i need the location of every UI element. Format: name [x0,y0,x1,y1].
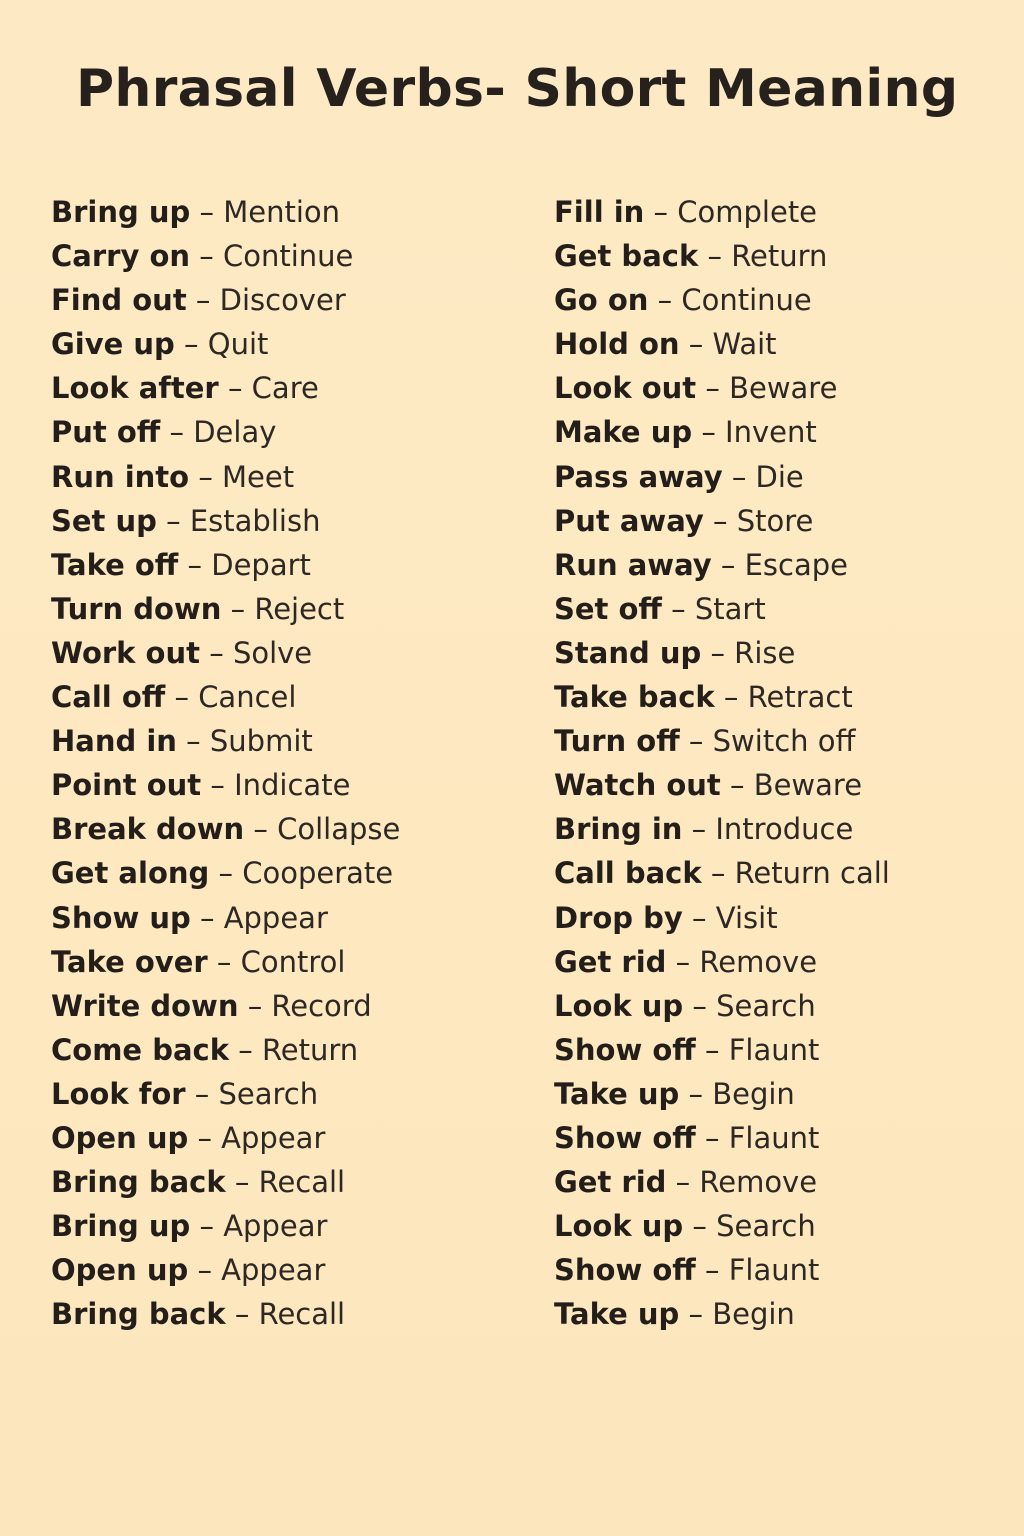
phrasal-verb-entry [554,1028,890,1072]
dash-separator: – [704,1032,720,1067]
phrasal-verb: Set off [554,591,662,626]
verb-meaning: Mention [223,195,340,229]
dash-separator: – [199,900,215,935]
verb-meaning: Rise [734,635,796,670]
phrasal-verb: Bring in [554,812,683,847]
dash-separator: – [216,944,232,979]
phrasal-verb: Work out [51,635,200,670]
phrasal-verb: Open up [51,1120,189,1155]
phrasal-verb-column-right [554,190,890,1336]
phrasal-verb: Make up [554,415,693,450]
phrasal-verb: Show off [554,1253,696,1288]
phrasal-verb: Look up [554,988,684,1023]
phrasal-verb: Show off [554,1032,696,1067]
verb-meaning: Cooperate [242,856,394,891]
verb-meaning: Introduce [715,812,854,847]
verb-meaning: Reject [254,591,345,626]
dash-separator: – [701,415,716,450]
dash-separator: – [187,547,203,582]
verb-meaning: Appear [221,1253,326,1288]
dash-separator: – [710,856,726,891]
phrasal-verb-entry [554,410,890,454]
phrasal-verb-entry [554,1072,890,1116]
verb-meaning: Continue [222,239,354,274]
verb-meaning: Start [694,591,766,626]
phrasal-verb-entry [554,940,890,984]
dash-separator: – [692,988,707,1023]
verb-meaning: Recall [258,1165,346,1200]
phrasal-verb-entry [554,499,890,543]
phrasal-verb: Fill in [554,195,645,229]
phrasal-verb-entry [554,896,890,940]
phrasal-verb-entry [51,543,400,587]
dash-separator: – [691,812,707,847]
phrasal-verb-entry [554,631,890,675]
phrasal-verb-entry [51,807,400,851]
phrasal-verb-entry [51,455,400,499]
verb-meaning: Switch off [712,724,856,759]
phrasal-verb-entry [554,851,890,895]
phrasal-verb: Look for [51,1076,186,1111]
phrasal-verb-entry [554,587,890,631]
phrasal-verb-entry [554,1292,890,1336]
phrasal-verb: Show up [51,900,191,935]
dash-separator: – [671,591,686,626]
verb-meaning: Discover [219,283,346,318]
verb-meaning: Collapse [277,812,401,847]
verb-meaning: Begin [712,1297,795,1332]
phrasal-verb-entry [554,234,890,278]
phrasal-verb: Look out [554,371,697,406]
phrasal-verb-entry [51,366,400,410]
phrasal-verb: Get rid [554,1165,667,1200]
phrasal-verb-entry [554,322,890,366]
phrasal-verb: Pass away [554,459,723,494]
verb-meaning: Control [240,944,346,979]
phrasal-verb-entry [51,587,400,631]
verb-meaning: Recall [258,1297,346,1332]
dash-separator: – [688,1076,704,1111]
dash-separator: – [720,547,736,582]
dash-separator: – [710,635,725,670]
phrasal-verb-entry [51,940,400,984]
dash-separator: – [707,239,722,274]
verb-meaning: Invent [725,415,817,450]
verb-meaning: Escape [744,547,849,582]
dash-separator: – [194,1076,210,1111]
phrasal-verb: Hand in [51,724,177,759]
phrasal-verb: Point out [51,768,202,803]
phrasal-verb-entry [51,1116,400,1160]
phrasal-verb: Open up [51,1253,189,1288]
verb-meaning: Return [261,1032,359,1067]
phrasal-verb-entry [51,984,400,1028]
dash-separator: – [704,1120,720,1155]
dash-separator: – [197,1120,212,1155]
phrasal-verb-entry [51,410,400,454]
dash-separator: – [713,503,728,538]
phrasal-verb: Look up [554,1209,684,1244]
phrasal-verb-entry [554,543,890,587]
dash-separator: – [199,1209,214,1244]
phrasal-verb: Take over [51,944,208,979]
phrasal-verb-entry [554,1248,890,1292]
dash-separator: – [197,1253,212,1288]
verb-meaning: Solve [232,635,313,670]
phrasal-verb-entry [51,190,400,234]
phrasal-verb-entry [51,1204,400,1248]
dash-separator: – [729,768,745,803]
dash-separator: – [218,856,233,891]
phrasal-verb-entry [554,1204,890,1248]
phrasal-verb-entry [51,896,400,940]
dash-separator: – [253,812,268,847]
phrasal-verb: Show off [554,1120,696,1155]
phrasal-verb: Go on [554,283,649,318]
verb-meaning: Store [736,503,814,538]
phrasal-verb: Run into [51,459,190,494]
phrasal-verb-entry [554,278,890,322]
phrasal-verb-entry [554,807,890,851]
phrasal-verb-entry [554,675,890,719]
phrasal-verb: Come back [51,1032,229,1067]
phrasal-verb-entry [51,234,400,278]
dash-separator: – [234,1297,250,1332]
verb-meaning: Beware [729,371,838,406]
verb-meaning: Care [251,371,319,406]
phrasal-verb: Run away [554,547,712,582]
dash-separator: – [174,680,189,715]
phrasal-verb: Stand up [554,635,702,670]
dash-separator: – [705,371,720,406]
phrasal-verb-entry [51,631,400,675]
dash-separator: – [704,1253,720,1288]
dash-separator: – [234,1165,250,1200]
phrasal-verb: Put away [554,503,704,538]
verb-meaning: Search [218,1076,319,1111]
verb-meaning: Cancel [198,680,297,715]
phrasal-verb-entry [51,322,400,366]
phrasal-verb-entry [51,719,400,763]
dash-separator: – [688,327,704,362]
verb-meaning: Return [731,239,828,274]
phrasal-verb: Take off [51,547,179,582]
dash-separator: – [723,680,739,715]
phrasal-verb-entry [554,1160,890,1204]
phrasal-verb-entry [51,1160,400,1204]
phrasal-verb: Get along [51,856,210,891]
verb-meaning: Continue [681,283,812,318]
phrasal-verb-entry [51,1028,400,1072]
phrasal-verb: Call back [554,856,702,891]
phrasal-verb: Bring up [51,195,191,229]
verb-meaning: Appear [223,900,328,935]
verb-meaning: Remove [699,944,818,979]
dash-separator: – [731,459,747,494]
verb-meaning: Appear [221,1120,326,1155]
dash-separator: – [688,1297,704,1332]
verb-meaning: Complete [677,195,818,229]
phrasal-verb: Get rid [554,944,667,979]
verb-meaning: Depart [211,547,311,582]
dash-separator: – [675,1165,691,1200]
verb-meaning: Search [716,988,816,1023]
verb-meaning: Remove [699,1165,818,1200]
phrasal-verb: Watch out [554,768,721,803]
verb-meaning: Delay [193,415,277,450]
dash-separator: – [657,283,673,318]
verb-meaning: Flaunt [728,1032,820,1067]
phrasal-verb-entry [554,763,890,807]
phrasal-verb-entry [554,455,890,499]
dash-separator: – [186,724,201,759]
verb-meaning: Return call [734,856,890,891]
verb-meaning: Visit [715,900,778,935]
verb-meaning: Appear [223,1209,328,1244]
dash-separator: – [169,415,184,450]
phrasal-verb-entry [51,1292,400,1336]
phrasal-verb: Give up [51,327,175,362]
dash-separator: – [184,327,199,362]
verb-meaning: Beware [753,768,863,803]
phrasal-verb: Bring back [51,1297,226,1332]
phrasal-verb: Break down [51,812,245,847]
phrasal-verb: Drop by [554,900,683,935]
phrasal-verb: Find out [51,283,187,318]
dash-separator: – [195,283,211,318]
phrasal-verb: Look after [51,371,219,406]
page-title: Phrasal Verbs- Short Meaning [76,59,959,119]
verb-meaning: Wait [712,327,777,362]
verb-meaning: Establish [189,503,321,538]
verb-meaning: Flaunt [728,1120,820,1155]
verb-meaning: Die [755,459,804,494]
dash-separator: – [688,724,704,759]
phrasal-verb: Hold on [554,327,680,362]
dash-separator: – [238,1032,253,1067]
dash-separator: – [675,944,691,979]
dash-separator: – [166,503,181,538]
phrasal-verb: Take back [554,680,715,715]
dash-separator: – [199,239,214,274]
phrasal-verb-entry [51,499,400,543]
dash-separator: – [198,459,213,494]
dash-separator: – [692,1209,707,1244]
phrasal-verb-entry [554,190,890,234]
phrasal-verb: Carry on [51,239,191,274]
phrasal-verb: Set up [51,503,157,538]
phrasal-verb: Bring back [51,1165,226,1200]
dash-separator: – [653,195,669,229]
dash-separator: – [209,635,224,670]
dash-separator: – [199,195,214,229]
verb-meaning: Submit [209,724,313,759]
phrasal-verb: Call off [51,680,166,715]
phrasal-verb: Get back [554,239,699,274]
dash-separator: – [210,768,225,803]
phrasal-verb-entry [51,851,400,895]
phrasal-verb: Put off [51,415,161,450]
phrasal-verb-entry [51,763,400,807]
verb-meaning: Quit [207,327,269,362]
phrasal-verb-column-left [51,190,400,1336]
verb-meaning: Retract [747,680,853,715]
phrasal-verb-entry [51,278,400,322]
phrasal-verb: Write down [51,988,239,1023]
phrasal-verb: Turn off [554,724,680,759]
phrasal-verb-entry [554,1116,890,1160]
dash-separator: – [247,988,263,1023]
phrasal-verb-entry [554,984,890,1028]
dash-separator: – [692,900,707,935]
phrasal-verb: Take up [554,1076,680,1111]
phrasal-verb-entry [554,366,890,410]
phrasal-verb: Turn down [51,591,222,626]
phrasal-verb-entry [51,675,400,719]
phrasal-verb: Take up [554,1297,680,1332]
verb-meaning: Meet [222,459,295,494]
phrasal-verb-entry [554,719,890,763]
dash-separator: – [227,371,243,406]
verb-meaning: Flaunt [728,1253,820,1288]
verb-meaning: Begin [712,1076,795,1111]
phrasal-verb-entry [51,1248,400,1292]
phrasal-verb: Bring up [51,1209,191,1244]
verb-meaning: Indicate [234,768,351,803]
dash-separator: – [230,591,246,626]
verb-meaning: Search [716,1209,816,1244]
phrasal-verb-entry [51,1072,400,1116]
verb-meaning: Record [271,988,372,1023]
